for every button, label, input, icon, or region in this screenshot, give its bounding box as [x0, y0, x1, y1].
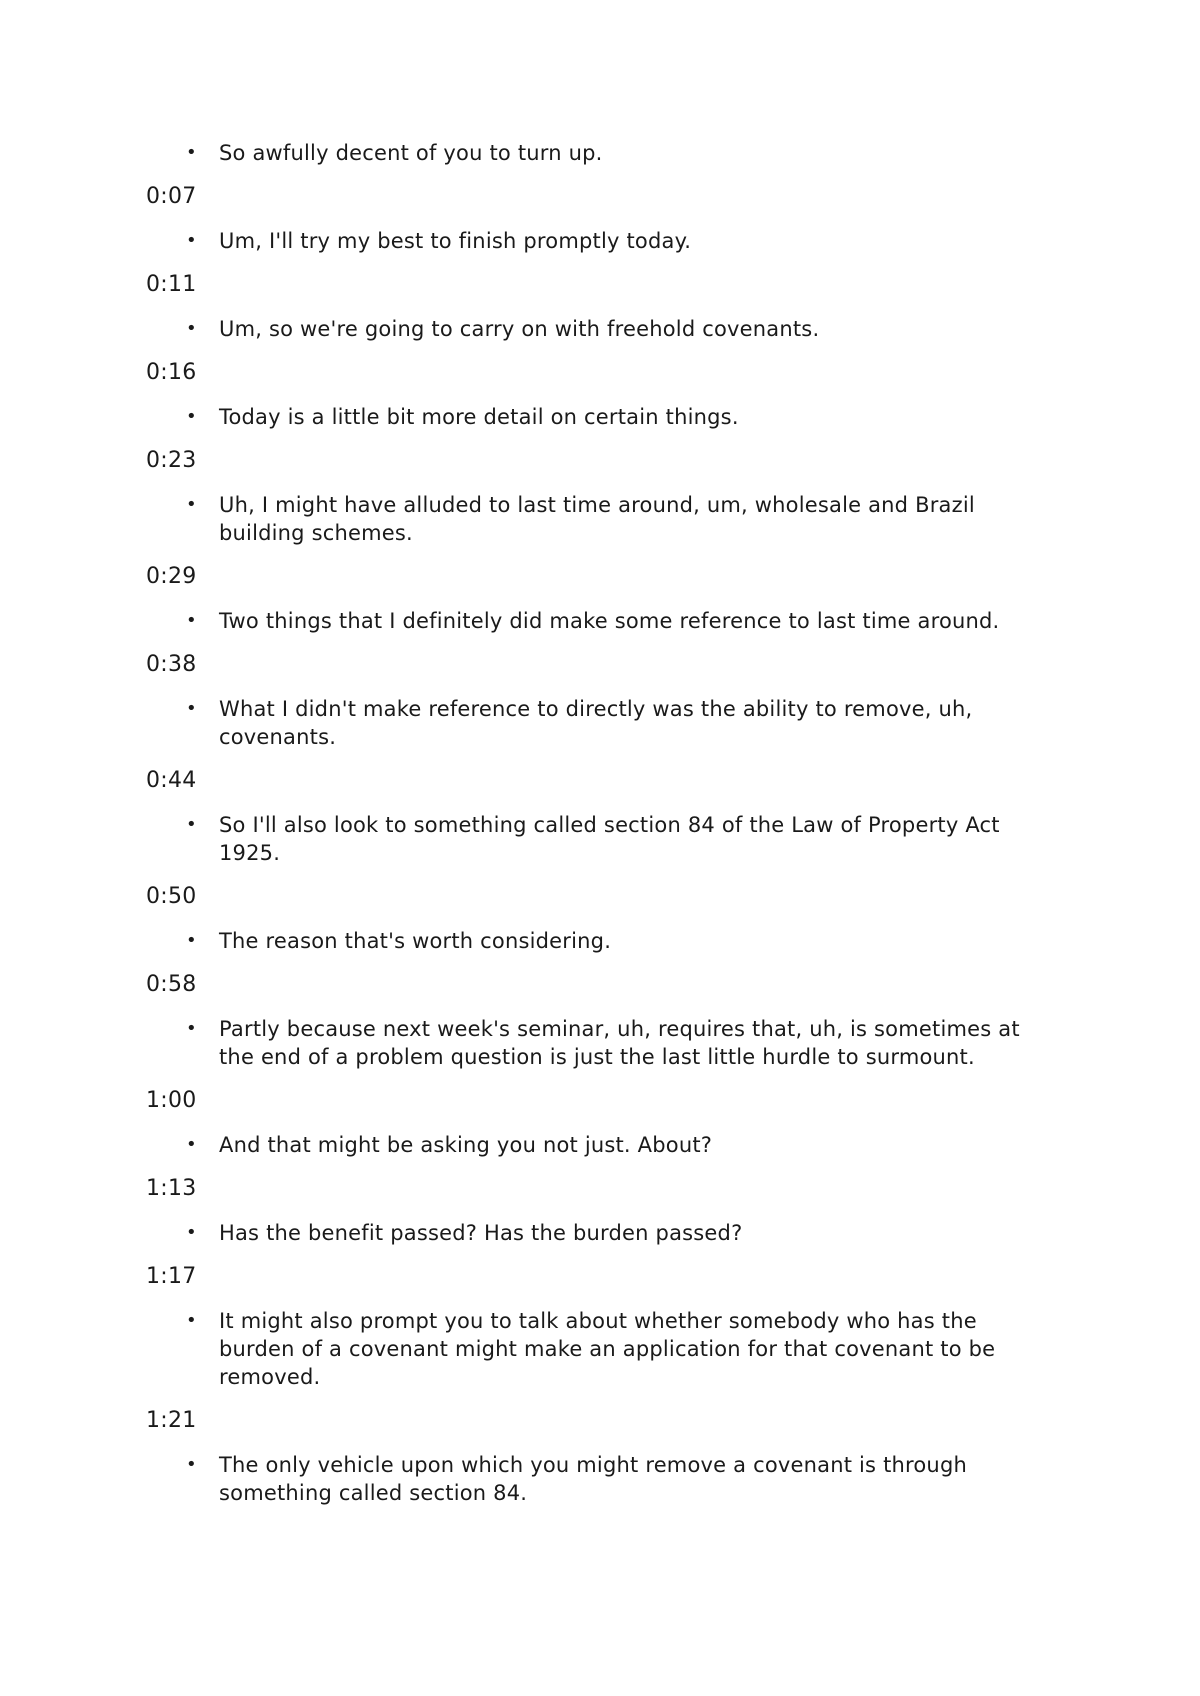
utterance-text: So I'll also look to something called section 84 of the Law of Property Act 1925. [219, 813, 1000, 865]
utterance-text: So awfully decent of you to turn up. [219, 141, 603, 165]
transcript-item [146, 1451, 1054, 1507]
timestamp: 0:38 [146, 652, 197, 677]
transcript-segment [146, 447, 1054, 547]
utterance-text: Partly because next week's seminar, uh, requires that, uh, is sometimes at the end of a problem question is just the last little hurdle to surmount. [219, 1017, 1020, 1069]
transcript-segment [146, 563, 1054, 635]
transcript-item [146, 1015, 1054, 1071]
timestamp: 0:07 [146, 184, 197, 209]
transcript-item [146, 811, 1054, 867]
transcript-segment [146, 1407, 1054, 1507]
bullet-icon: • [186, 494, 197, 515]
transcript-segment [146, 1263, 1054, 1391]
utterance-text: The reason that's worth considering. [219, 929, 612, 953]
timestamp: 0:44 [146, 768, 197, 793]
timestamp: 1:21 [146, 1408, 197, 1433]
utterance-text: Um, so we're going to carry on with freehold covenants. [219, 317, 820, 341]
timestamp: 0:50 [146, 884, 197, 909]
utterance-text: Uh, I might have alluded to last time around, um, wholesale and Brazil building schemes. [219, 493, 975, 545]
bullet-icon: • [186, 1454, 197, 1475]
timestamp: 0:23 [146, 448, 197, 473]
utterance-text: Has the benefit passed? Has the burden passed? [219, 1221, 743, 1245]
bullet-icon: • [186, 814, 197, 835]
timestamp: 1:17 [146, 1264, 197, 1289]
timestamp: 0:29 [146, 564, 197, 589]
transcript-item [146, 315, 1054, 343]
transcript-segment [146, 767, 1054, 867]
utterance-text: Today is a little bit more detail on certain things. [219, 405, 739, 429]
utterance-text: Um, I'll try my best to finish promptly today. [219, 229, 692, 253]
transcript-item [146, 491, 1054, 547]
transcript-segment [146, 883, 1054, 955]
timestamp: 0:16 [146, 360, 197, 385]
transcript-item [146, 607, 1054, 635]
bullet-icon: • [186, 1310, 197, 1331]
transcript-item [146, 1131, 1054, 1159]
transcript-segment [146, 271, 1054, 343]
transcript-item [146, 927, 1054, 955]
transcript-item [146, 227, 1054, 255]
bullet-icon: • [186, 610, 197, 631]
transcript-segment [146, 1175, 1054, 1247]
transcript-segment [146, 1087, 1054, 1159]
bullet-icon: • [186, 406, 197, 427]
transcript-item [146, 695, 1054, 751]
transcript-segment [146, 359, 1054, 431]
bullet-icon: • [186, 930, 197, 951]
bullet-icon: • [186, 230, 197, 251]
transcript-segment [146, 651, 1054, 751]
utterance-text: The only vehicle upon which you might remove a covenant is through something called section 84. [219, 1453, 967, 1505]
transcript-item [146, 403, 1054, 431]
bullet-icon: • [186, 318, 197, 339]
timestamp: 0:58 [146, 972, 197, 997]
utterance-text: It might also prompt you to talk about whether somebody who has the burden of a covenant might make an application for that covenant to be removed. [219, 1309, 996, 1389]
utterance-text: And that might be asking you not just. About? [219, 1133, 713, 1157]
timestamp: 1:13 [146, 1176, 197, 1201]
transcript-item [146, 1307, 1054, 1391]
timestamp: 0:11 [146, 272, 197, 297]
transcript-segment [146, 971, 1054, 1071]
bullet-icon: • [186, 1134, 197, 1155]
utterance-text: What I didn't make reference to directly was the ability to remove, uh, covenants. [219, 697, 973, 749]
transcript-item [146, 139, 1054, 167]
transcript-item [146, 1219, 1054, 1247]
bullet-icon: • [186, 698, 197, 719]
timestamp: 1:00 [146, 1088, 197, 1113]
bullet-icon: • [186, 1018, 197, 1039]
bullet-icon: • [186, 142, 197, 163]
bullet-icon: • [186, 1222, 197, 1243]
utterance-text: Two things that I definitely did make some reference to last time around. [219, 609, 1000, 633]
transcript-segment [146, 183, 1054, 255]
